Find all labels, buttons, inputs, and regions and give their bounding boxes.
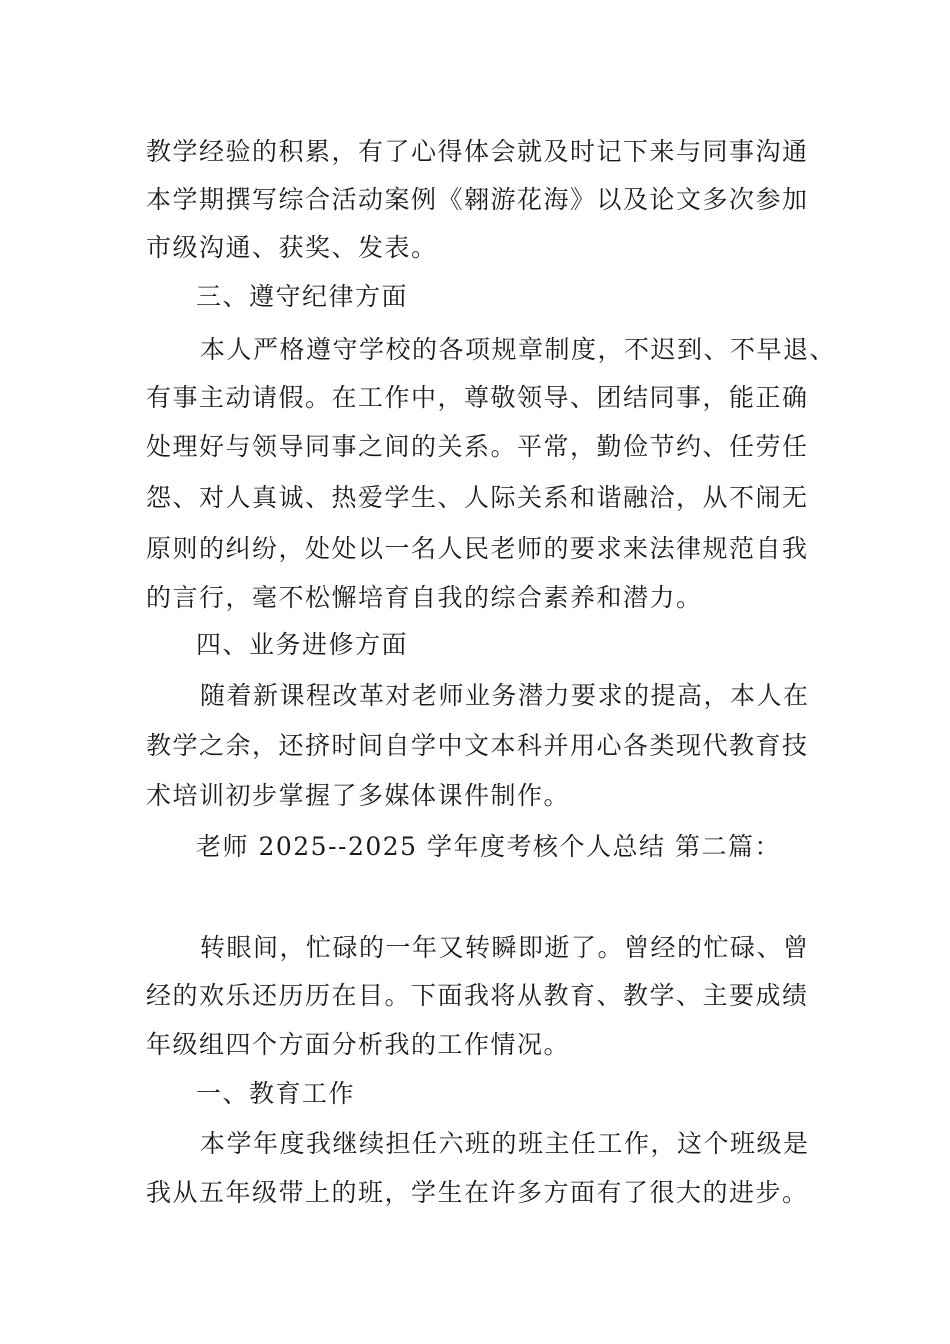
text-line: 术培训初步掌握了多媒体课件制作。 <box>146 781 571 810</box>
text-line: 处理好与领导同事之间的关系。平常，勤俭节约、任劳任 <box>146 432 809 461</box>
text-line: 本人严格遵守学校的各项规章制度，不迟到、不早退、 <box>200 335 837 364</box>
text-line: 我从五年级带上的班，学生在许多方面有了很大的进步。 <box>146 1178 809 1207</box>
text-line: 的言行，毫不松懈培育自我的综合素养和潜力。 <box>146 583 703 612</box>
text-line: 转眼间，忙碌的一年又转瞬即逝了。曾经的忙碌、曾 <box>200 933 810 962</box>
section-heading: 四、业务进修方面 <box>196 630 409 659</box>
text-line: 经的欢乐还历历在目。下面我将从教育、教学、主要成绩 <box>146 981 809 1010</box>
text-line: 怨、对人真诚、热爱学生、人际关系和谐融洽，从不闹无 <box>146 483 809 512</box>
text-line: 随着新课程改革对老师业务潜力要求的提高，本人在 <box>200 681 810 710</box>
text-line: 市级沟通、获奖、发表。 <box>146 233 438 262</box>
section-heading: 三、遵守纪律方面 <box>196 282 409 311</box>
text-line: 本学期撰写综合活动案例《翱游花海》以及论文多次参加 <box>146 185 809 214</box>
text-line: 教学之余，还挤时间自学中文本科并用心各类现代教育技 <box>146 731 809 760</box>
chapter-title: 老师 2025--2025 学年度考核个人总结 第二篇： <box>196 832 781 861</box>
text-line: 有事主动请假。在工作中，尊敬领导、团结同事，能正确 <box>146 383 809 412</box>
text-line: 年级组四个方面分析我的工作情况。 <box>146 1030 571 1059</box>
text-line: 本学年度我继续担任六班的班主任工作，这个班级是 <box>200 1129 810 1158</box>
section-heading: 一、教育工作 <box>196 1079 356 1108</box>
text-line: 原则的纠纷，处处以一名人民老师的要求来法律规范自我 <box>146 534 809 563</box>
text-line: 教学经验的积累，有了心得体会就及时记下来与同事沟通 <box>146 137 809 166</box>
